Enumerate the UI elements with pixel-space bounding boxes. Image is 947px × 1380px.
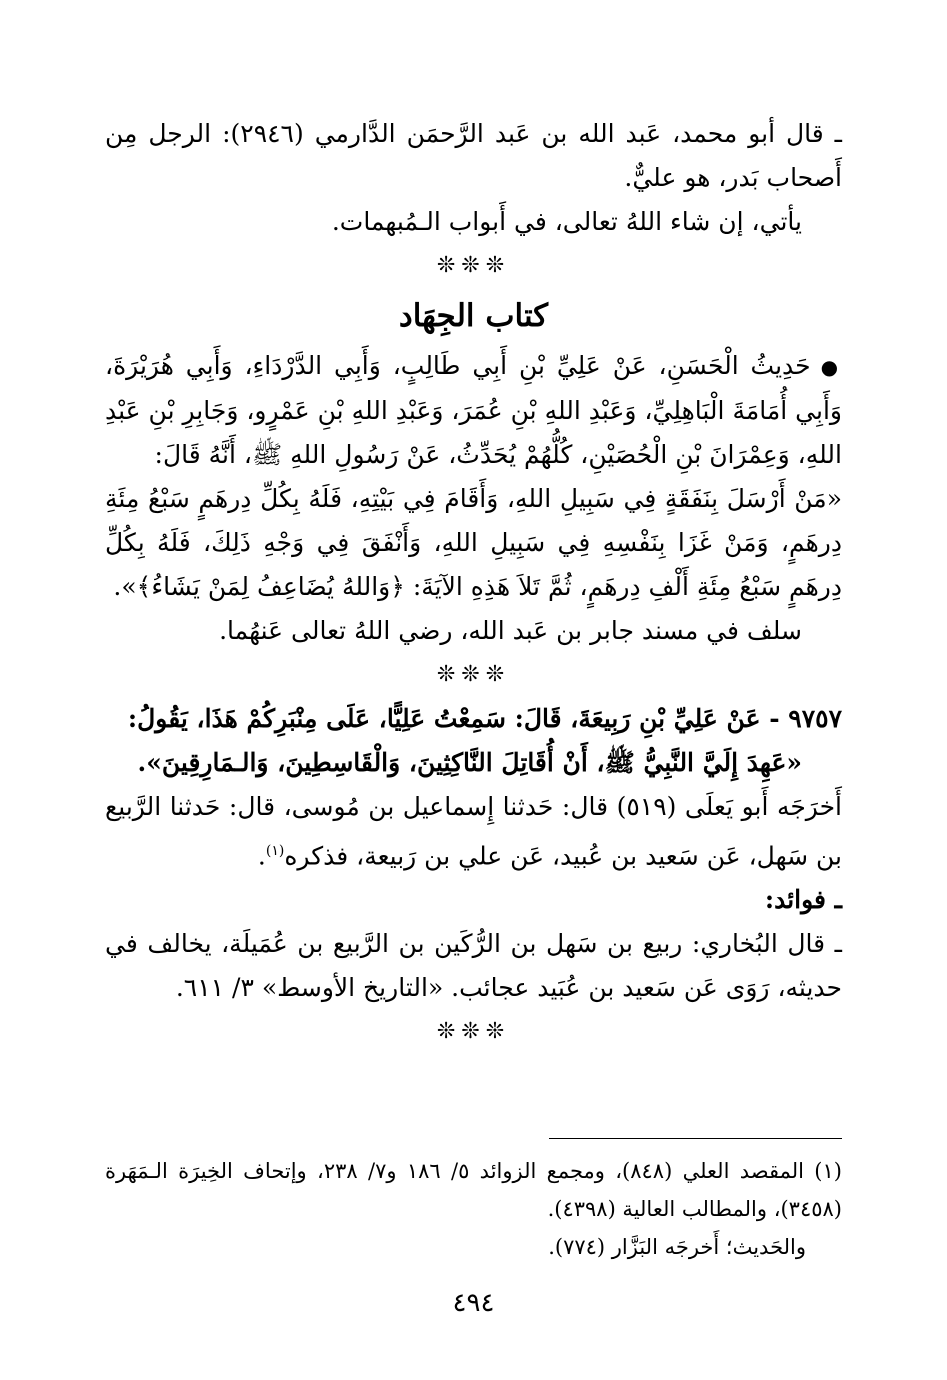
footnotes xyxy=(105,1152,842,1266)
takhrij-end: . xyxy=(257,841,266,871)
fawaid-text: ـ قال البُخاري: ربيع بن سَهل بن الرُّكَين بن الرَّبيع بن عُمَيلَة، يخالف في حديثه، رَوَى عَن سَعيد بن عُبَيد عجائب. «التاريخ الأوسط» ٣/ ٦١١. xyxy=(105,929,842,1003)
footnote-separator xyxy=(549,1138,842,1139)
chapter-title: كتاب الجِهَاد xyxy=(398,298,549,334)
takhrij xyxy=(105,785,842,878)
footnote-1: (١) المقصد العلي (٨٤٨)، ومجمع الزوائد ٥/ ١٨٦ و٧/ ٢٣٨، وإتحاف الخِيرَة الـمَهَرة (٣٤٥٨)، والمطالب العالية (٤٣٩٨). xyxy=(105,1159,842,1221)
section-divider: ❊❊❊ xyxy=(436,662,511,687)
footnote-2: والحَديث؛ أَخرجَه البَزَّار (٧٧٤). xyxy=(548,1235,806,1259)
footnote-ref: (١) xyxy=(265,843,285,859)
hadith-intro xyxy=(105,344,842,477)
page-number: ٤٩٤ xyxy=(452,1288,495,1318)
darimi-quote: ـ قال أبو محمد، عَبد الله بن عَبد الرَّحمَن الدَّارمي (٢٩٤٦): الرجل مِن أَصحاب بَدر، هو عليٌّ. xyxy=(105,119,842,192)
main-text xyxy=(105,112,842,1054)
takhrij-text: أَخرَجَه أَبو يَعلَى (٥١٩) قال: حَدثنا إِسماعيل بن مُوسى، قال: حَدثنا الرَّبيع بن سَهل، عَن سَعيد بن عُبيد، عَن علي بن رَبيعة، فذكره xyxy=(105,792,842,871)
hadith-text: «مَنْ أَرْسَلَ بِنَفَقَةٍ فِي سَبِيلِ اللهِ، وَأَقَامَ فِي بَيْتِهِ، فَلَهُ بِكُلِّ دِرهَمٍ سَبْعُ مِئَةِ دِرهَمٍ، وَمَنْ غَزَا بِنَفْسِهِ فِي سَبِيلِ اللهِ، وَأَنْفَقَ فِي وَجْهِ ذَلِكَ، فَلَهُ بِكُلِّ دِرهَمٍ سَبْعُ مِئَةِ أَلْفِ دِرهَمٍ، ثُمَّ تَلاَ هَذِهِ الآيَةَ: ﴿وَاللهُ يُضَاعِفُ لِمَنْ يَشَاءُ﴾». xyxy=(105,484,842,601)
hadith-9757-isnad: ٩٧٥٧ - عَنْ عَلِيِّ بْنِ رَبِيعَةَ، قَالَ: سَمِعْتُ عَلِيًّا، عَلَى مِنْبَرِكُمْ هَذَا، يَقُولُ: xyxy=(127,704,842,733)
fawaid-label: ـ فوائد: xyxy=(764,885,842,915)
section-divider: ❊❊❊ xyxy=(436,253,511,278)
salaf-note: سلف في مسند جابر بن عَبد الله، رضي اللهُ تعالى عَنهُما. xyxy=(219,616,802,645)
mubhamat-note: يأتي، إن شاء اللهُ تعالى، في أَبواب الـمُبهمات. xyxy=(331,207,802,236)
hadith-9757-matn: «عَهِدَ إِلَيَّ النَّبِيُّ ﷺ، أَنْ أُقَاتِلَ النَّاكِثِينَ، وَالْقَاسِطِينَ، وَالـمَارِقِينَ». xyxy=(137,748,802,777)
section-divider: ❊❊❊ xyxy=(436,1019,511,1045)
hadith-intro-text: حَدِيثُ الْحَسَنِ، عَنْ عَلِيِّ بْنِ أَبِي طَالِبٍ، وَأَبِي الدَّرْدَاءِ، وَأَبِي هُرَيْرَةَ، وَأَبِي أُمَامَةَ الْبَاهِلِيِّ، وَعَبْدِ اللهِ بْنِ عُمَرَ، وَعَبْدِ اللهِ بْنِ عَمْرٍو، وَجَابِرِ بْنِ عَبْدِ اللهِ، وَعِمْرَانَ بْنِ الْحُصَيْنِ، كُلُّهُمْ يُحَدِّثُ، عَنْ رَسُولِ اللهِ ﷺ، أَنَّهُ قَالَ: xyxy=(105,351,842,469)
